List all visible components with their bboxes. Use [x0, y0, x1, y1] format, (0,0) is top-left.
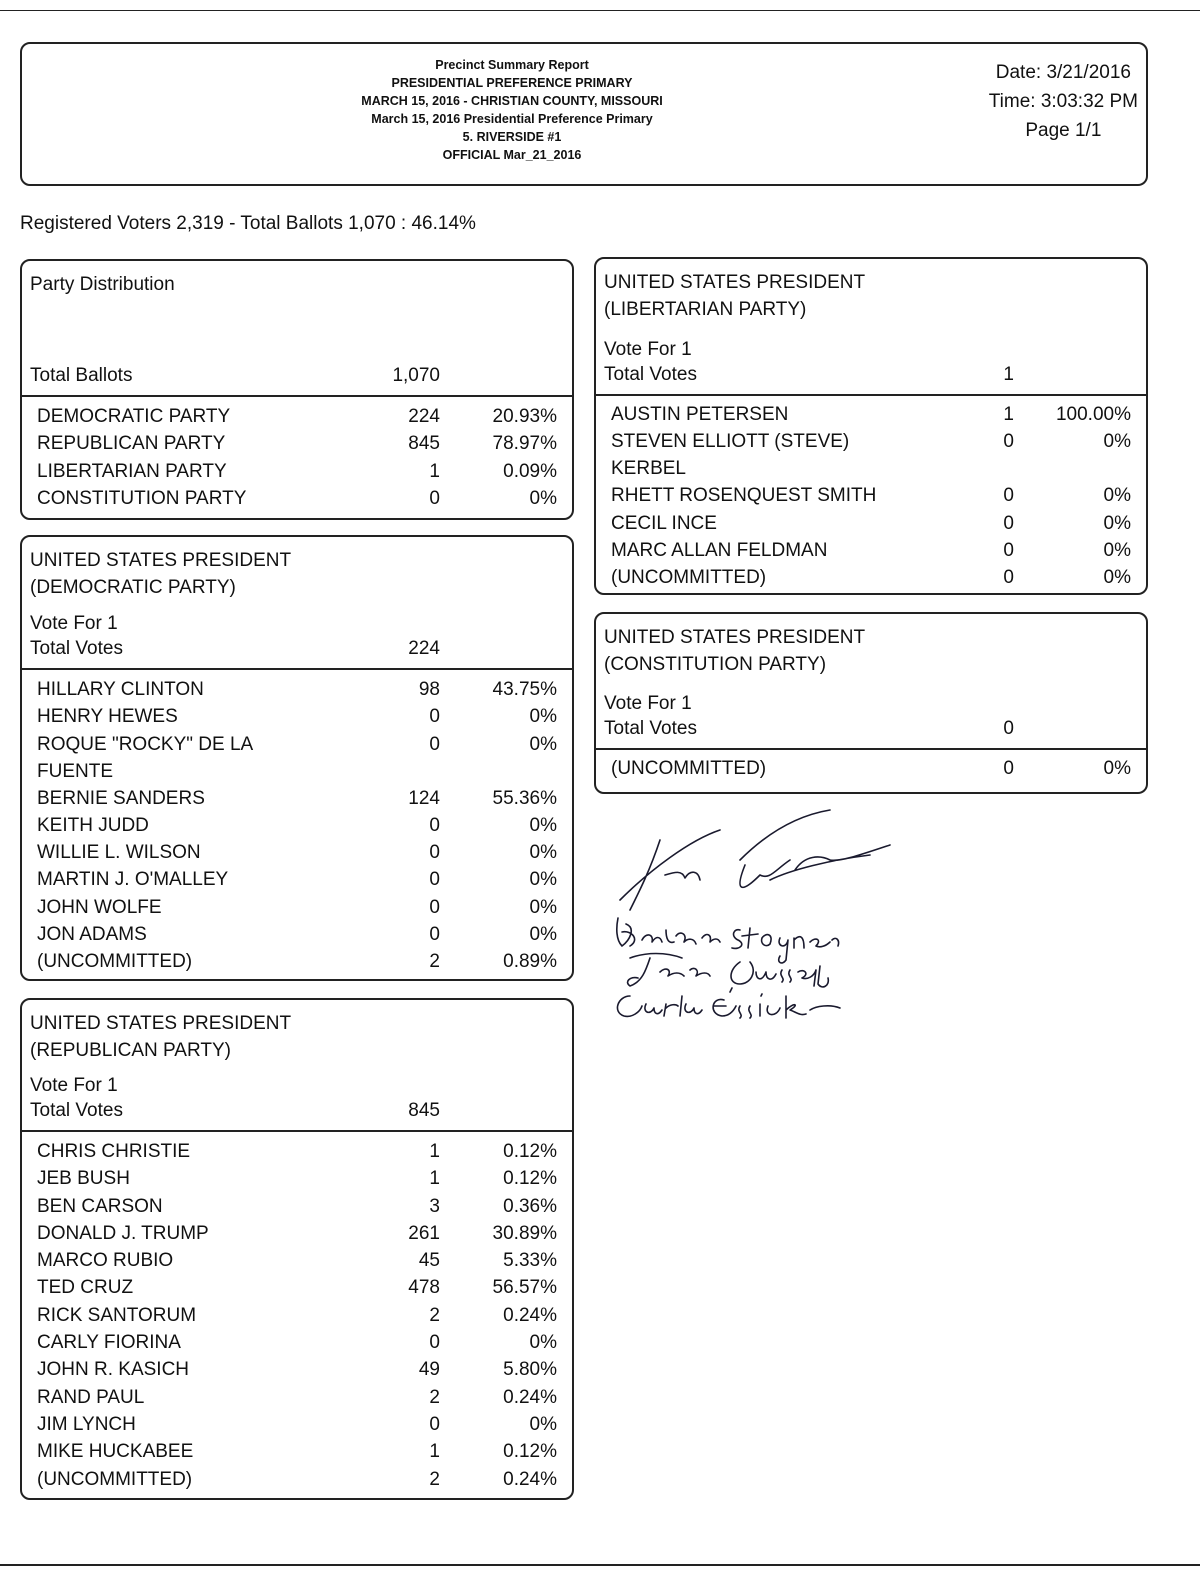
- percent: 0%: [529, 814, 557, 836]
- report-date: Date: 3/21/2016: [995, 62, 1131, 83]
- candidate-name: RICK SANTORUM: [37, 1304, 197, 1326]
- total-votes-label: Total Votes: [604, 364, 697, 385]
- candidate-name: WILLIE L. WILSON: [37, 842, 201, 864]
- contest-title: [30, 547, 291, 601]
- candidate-name: RHETT ROSENQUEST SMITH: [611, 485, 877, 507]
- total-votes-label: Total Votes: [30, 1100, 123, 1121]
- votes: 845: [408, 433, 440, 455]
- candidate-name: JON ADAMS: [37, 924, 147, 946]
- candidate-name: MARCO RUBIO: [37, 1250, 174, 1272]
- table-row: [22, 485, 572, 512]
- divider: [22, 1130, 572, 1132]
- table-row: [22, 1165, 572, 1192]
- candidate-name: HILLARY CLINTON: [37, 679, 204, 700]
- contest-party: (DEMOCRATIC PARTY): [30, 577, 236, 598]
- percent: 0.12%: [503, 1168, 557, 1190]
- divider: [596, 748, 1146, 750]
- votes: 49: [418, 1359, 440, 1381]
- candidate-name: CECIL INCE: [611, 512, 717, 534]
- votes: 2: [429, 1468, 440, 1490]
- party-name: LIBERTARIAN PARTY: [37, 460, 227, 482]
- votes: 0: [429, 706, 440, 728]
- votes: 0: [429, 1332, 440, 1354]
- total-votes-value: 0: [1003, 718, 1014, 739]
- page-number: Page 1/1: [1025, 120, 1102, 141]
- party-name: DEMOCRATIC PARTY: [37, 406, 231, 427]
- table-row: [596, 428, 1146, 482]
- candidate-name: (UNCOMMITTED): [611, 567, 767, 589]
- candidate-rows: [22, 1138, 572, 1493]
- percent: 0%: [529, 733, 557, 755]
- table-row: [22, 1138, 572, 1165]
- votes: 2: [429, 1304, 440, 1326]
- votes: 0: [429, 1413, 440, 1435]
- percent: 0%: [529, 842, 557, 864]
- percent: 0%: [529, 1332, 557, 1354]
- candidate-name: JEB BUSH: [37, 1168, 130, 1190]
- report-meta: [989, 58, 1138, 145]
- party-name: REPUBLICAN PARTY: [37, 433, 226, 455]
- table-row: [22, 785, 572, 812]
- candidate-name: BERNIE SANDERS: [37, 787, 205, 809]
- percent: 30.89%: [492, 1222, 557, 1244]
- votes: 2: [429, 1386, 440, 1408]
- table-row: [596, 564, 1146, 591]
- table-row: [22, 1466, 572, 1493]
- registered-voters-line: Registered Voters 2,319 - Total Ballots 1,070 : 46.14%: [20, 213, 476, 234]
- percent: 0%: [1103, 485, 1131, 507]
- total-votes-label: Total Votes: [604, 718, 697, 739]
- percent: 0.24%: [503, 1468, 557, 1490]
- table-row: [22, 948, 572, 975]
- candidate-name: (UNCOMMITTED): [37, 1468, 193, 1490]
- percent: 56.57%: [492, 1277, 557, 1299]
- table-row: [22, 458, 572, 485]
- votes: 0: [1003, 758, 1014, 779]
- percent: 0.09%: [503, 460, 557, 482]
- votes: 0: [1003, 539, 1014, 561]
- table-row: [22, 1274, 572, 1301]
- constitution-contest-box: [594, 612, 1148, 794]
- table-row: [596, 537, 1146, 564]
- party-name: CONSTITUTION PARTY: [37, 487, 247, 509]
- vote-for: Vote For 1: [30, 613, 118, 634]
- percent: 0%: [529, 487, 557, 509]
- precinct-name: 5. RIVERSIDE #1: [462, 130, 562, 144]
- table-row: [22, 894, 572, 921]
- table-row: [22, 1438, 572, 1465]
- table-row: [22, 1384, 572, 1411]
- total-ballots-value: 1,070: [392, 365, 440, 386]
- total-votes-value: 224: [408, 638, 440, 659]
- total-votes-value: 845: [408, 1100, 440, 1121]
- votes: 1: [429, 460, 440, 482]
- candidate-name: KEITH JUDD: [37, 814, 149, 836]
- votes: 261: [408, 1222, 440, 1244]
- percent: 0%: [529, 896, 557, 918]
- divider: [596, 394, 1146, 396]
- table-row: [22, 1193, 572, 1220]
- table-row: [596, 510, 1146, 537]
- report-title-block: [292, 56, 732, 164]
- contest-title: [30, 1010, 291, 1064]
- table-row: [22, 1329, 572, 1356]
- table-row: [22, 839, 572, 866]
- percent: 0%: [1103, 567, 1131, 589]
- democratic-contest-box: [20, 535, 574, 981]
- box-title: Party Distribution: [30, 274, 175, 295]
- table-row: [22, 1220, 572, 1247]
- candidate-rows: [22, 676, 572, 976]
- vote-for: Vote For 1: [604, 693, 692, 714]
- report-header: [20, 42, 1148, 186]
- contest-party: (REPUBLICAN PARTY): [30, 1040, 231, 1061]
- percent: 0.12%: [503, 1441, 557, 1463]
- candidate-name: MIKE HUCKABEE: [37, 1441, 194, 1463]
- votes: 98: [418, 679, 440, 700]
- divider: [22, 668, 572, 670]
- table-row: [22, 866, 572, 893]
- candidate-name: JOHN R. KASICH: [37, 1359, 190, 1381]
- percent: 0%: [1103, 431, 1131, 453]
- signature-stroke: [620, 810, 890, 910]
- votes: 124: [408, 787, 440, 809]
- signatures: [590, 800, 930, 1040]
- signature-stroke: [617, 918, 839, 963]
- candidate-name: MARC ALLAN FELDMAN: [611, 539, 828, 561]
- candidate-name: (UNCOMMITTED): [37, 951, 193, 973]
- contest-title: [604, 624, 865, 678]
- candidate-name: CHRIS CHRISTIE: [37, 1141, 191, 1162]
- votes: 0: [429, 814, 440, 836]
- total-ballots-label: Total Ballots: [30, 365, 133, 386]
- votes: 478: [408, 1277, 440, 1299]
- votes: 3: [429, 1195, 440, 1217]
- candidate-name: (UNCOMMITTED): [611, 758, 767, 779]
- divider: [22, 395, 572, 397]
- vote-for: Vote For 1: [604, 339, 692, 360]
- libertarian-contest-box: [594, 257, 1148, 595]
- votes: 1: [1003, 404, 1014, 425]
- candidate-name: JOHN WOLFE: [37, 896, 162, 918]
- percent: 0%: [1103, 758, 1131, 779]
- table-row: [22, 403, 572, 430]
- percent: 0%: [529, 1413, 557, 1435]
- votes: 0: [429, 924, 440, 946]
- contest-party: (CONSTITUTION PARTY): [604, 654, 827, 675]
- candidate-name: STEVEN ELLIOTT (STEVE) KERBEL: [611, 431, 850, 480]
- candidate-name: RAND PAUL: [37, 1386, 145, 1408]
- table-row: [22, 1247, 572, 1274]
- percent: 0.12%: [503, 1141, 557, 1162]
- table-row: [596, 482, 1146, 509]
- candidate-name: JIM LYNCH: [37, 1413, 136, 1435]
- table-row: [596, 401, 1146, 428]
- contest-title: [604, 269, 865, 323]
- table-row: [22, 1302, 572, 1329]
- percent: 5.80%: [503, 1359, 557, 1381]
- election-description: March 15, 2016 Presidential Preference Primary: [371, 112, 653, 126]
- report-time: Time: 3:03:32 PM: [988, 91, 1138, 112]
- votes: 1: [429, 1168, 440, 1190]
- percent: 43.75%: [492, 679, 557, 700]
- votes: 0: [429, 896, 440, 918]
- candidate-name: TED CRUZ: [37, 1277, 134, 1299]
- report-title: Precinct Summary Report: [435, 58, 589, 72]
- table-row: [22, 1411, 572, 1438]
- candidate-name: AUSTIN PETERSEN: [611, 404, 789, 425]
- votes: 2: [429, 951, 440, 973]
- vote-for: Vote For 1: [30, 1075, 118, 1096]
- votes: 0: [1003, 567, 1014, 589]
- votes: 0: [1003, 485, 1014, 507]
- candidate-name: BEN CARSON: [37, 1195, 163, 1217]
- votes: 0: [1003, 512, 1014, 534]
- total-votes-value: 1: [1003, 364, 1014, 385]
- votes: 1: [429, 1441, 440, 1463]
- percent: 0.89%: [503, 951, 557, 973]
- top-rule: [0, 10, 1200, 11]
- official-stamp: OFFICIAL Mar_21_2016: [442, 148, 582, 162]
- percent: 0.36%: [503, 1195, 557, 1217]
- table-row: [22, 703, 572, 730]
- candidate-rows: [596, 401, 1146, 591]
- percent: 78.97%: [492, 433, 557, 455]
- votes: 0: [429, 733, 440, 755]
- percent: 0.24%: [503, 1304, 557, 1326]
- percent: 0.24%: [503, 1386, 557, 1408]
- candidate-name: CARLY FIORINA: [37, 1332, 181, 1354]
- party-distribution-box: [20, 259, 574, 520]
- contest-office: UNITED STATES PRESIDENT: [30, 550, 292, 571]
- percent: 5.33%: [503, 1250, 557, 1272]
- percent: 0%: [1103, 512, 1131, 534]
- table-row: [22, 921, 572, 948]
- table-row: [22, 731, 572, 785]
- votes: 0: [429, 487, 440, 509]
- contest-office: UNITED STATES PRESIDENT: [604, 627, 866, 648]
- bottom-rule: [0, 1564, 1200, 1566]
- percent: 0%: [1103, 539, 1131, 561]
- votes: 45: [418, 1250, 440, 1272]
- candidate-name: ROQUE "ROCKY" DE LA FUENTE: [37, 733, 253, 782]
- percent: 100.00%: [1055, 404, 1131, 425]
- votes: 0: [429, 869, 440, 891]
- percent: 0%: [529, 869, 557, 891]
- republican-contest-box: [20, 998, 574, 1500]
- votes: 0: [429, 842, 440, 864]
- table-row: [22, 1356, 572, 1383]
- candidate-name: MARTIN J. O'MALLEY: [37, 869, 229, 891]
- election-name: PRESIDENTIAL PREFERENCE PRIMARY: [391, 76, 633, 90]
- candidate-rows: [596, 755, 1146, 782]
- signature-stroke: [617, 988, 840, 1018]
- votes: 224: [408, 406, 440, 427]
- table-row: [22, 812, 572, 839]
- contest-party: (LIBERTARIAN PARTY): [604, 299, 807, 320]
- candidate-name: DONALD J. TRUMP: [37, 1222, 209, 1244]
- percent: 0%: [529, 706, 557, 728]
- votes: 1: [429, 1141, 440, 1162]
- signature-stroke: [628, 954, 829, 987]
- table-row: [22, 430, 572, 457]
- party-rows: [22, 403, 572, 512]
- table-row: [22, 676, 572, 703]
- percent: 0%: [529, 924, 557, 946]
- percent: 55.36%: [492, 787, 557, 809]
- table-row: [596, 755, 1146, 782]
- votes: 0: [1003, 431, 1014, 453]
- contest-office: UNITED STATES PRESIDENT: [604, 272, 866, 293]
- candidate-name: HENRY HEWES: [37, 706, 178, 728]
- contest-office: UNITED STATES PRESIDENT: [30, 1013, 292, 1034]
- election-date-county: MARCH 15, 2016 - CHRISTIAN COUNTY, MISSOURI: [361, 94, 663, 108]
- total-votes-label: Total Votes: [30, 638, 123, 659]
- percent: 20.93%: [492, 406, 557, 427]
